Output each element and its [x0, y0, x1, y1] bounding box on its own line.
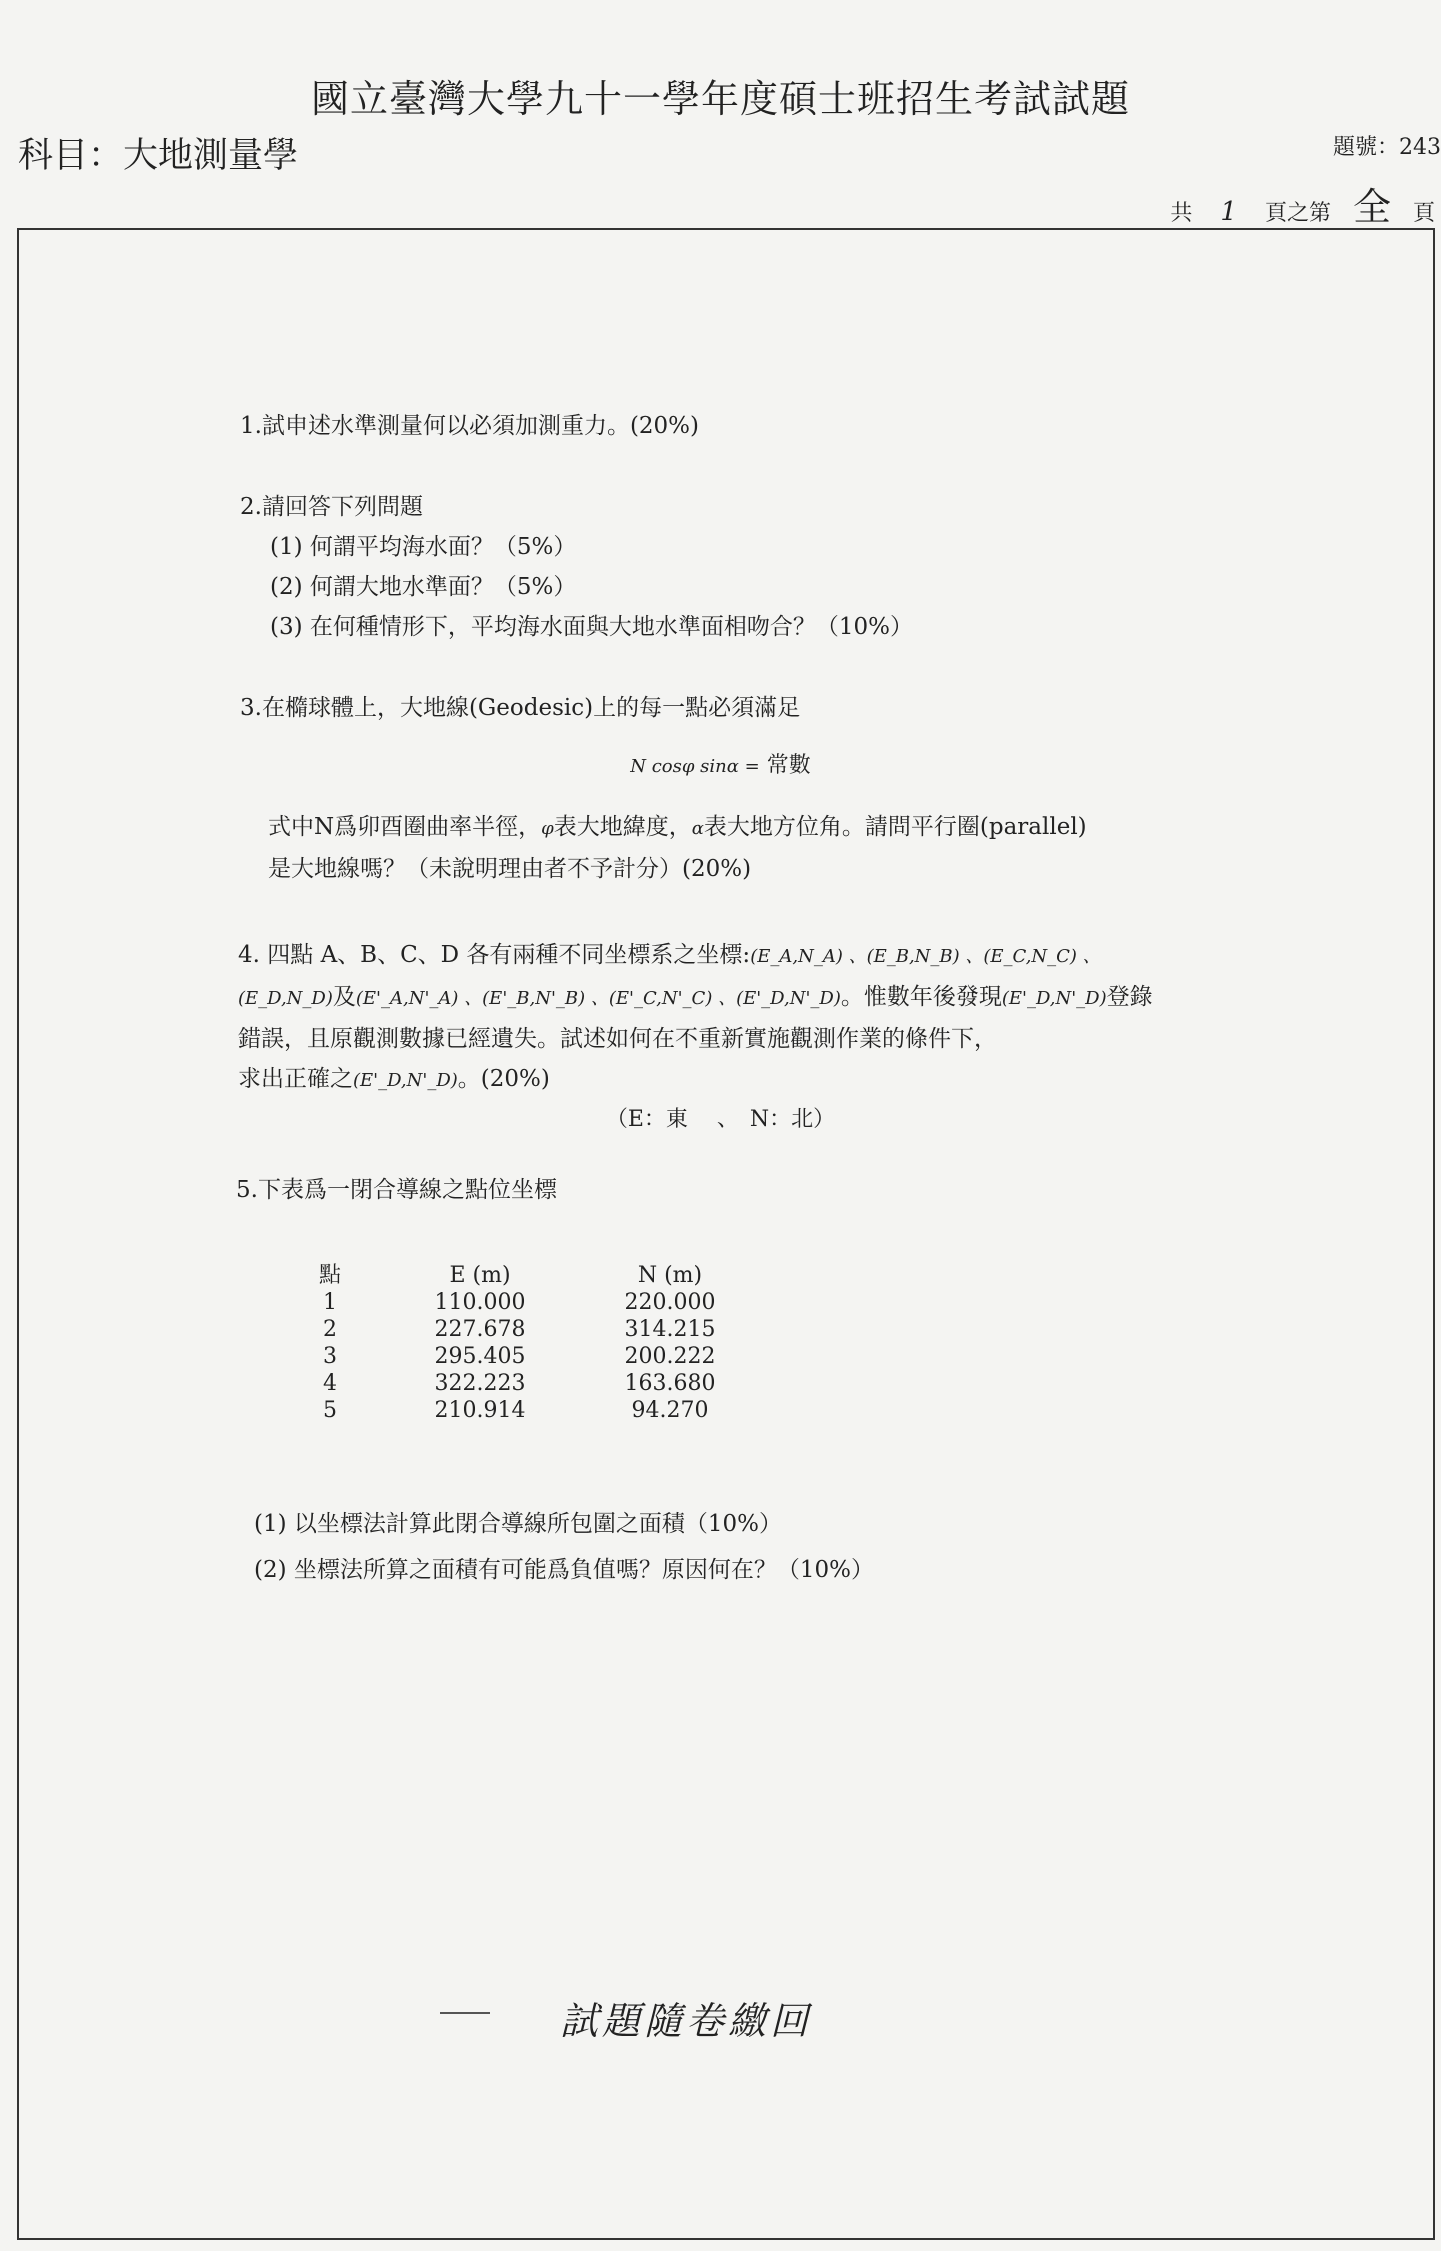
question-number: 題號：243 — [1333, 135, 1441, 160]
q4-coords-3: (E'_A,N'_A) 、(E'_B,N'_B) 、(E'_C,N'_C) 、(E'_D,N'_D) — [355, 988, 841, 1009]
question-2-item-2: (2) 何謂大地水準面？（5%） — [270, 574, 577, 600]
q3-text-b: 表大地緯度， — [553, 814, 692, 840]
table-header-e: E (m) — [449, 1263, 511, 1288]
q4-text-mid: 及 — [332, 984, 356, 1010]
page-mid: 頁之第 — [1264, 201, 1331, 226]
question-4-line-3: 錯誤，且原觀測數據已經遺失。試述如何在不重新實施觀測作業的條件下， — [238, 1026, 997, 1052]
page-prefix: 共 — [1170, 201, 1193, 226]
q3-text-a: 式中N爲卯酉圈曲率半徑， — [268, 814, 542, 840]
question-3-line-1 — [268, 807, 1087, 849]
question-5-stem-text: 5.下表爲一閉合導線之點位坐標 — [236, 1177, 557, 1203]
table-cell-n: 220.000 — [624, 1290, 716, 1315]
table-row — [280, 1289, 760, 1316]
table-cell-e: 295.405 — [434, 1344, 526, 1369]
question-4-line-4 — [238, 1059, 1153, 1101]
decorative-dash — [440, 2012, 490, 2014]
question-3-stem — [240, 688, 800, 728]
table-cell-e: 210.914 — [434, 1398, 526, 1423]
question-2-stem: 2.請回答下列問題 — [240, 494, 423, 520]
table-cell-e: 110.000 — [434, 1290, 526, 1315]
table-row — [280, 1343, 760, 1370]
geodesic-formula — [0, 748, 1441, 779]
q3-text-c: 表大地方位角。請問平行圈(parallel) — [703, 814, 1087, 840]
table-row — [280, 1397, 760, 1424]
table-row — [280, 1316, 760, 1343]
q4-coords-5: (E'_D,N'_D) — [353, 1070, 458, 1091]
table-cell-point: 3 — [323, 1344, 337, 1369]
question-4-line-2 — [238, 977, 1153, 1019]
q4-text-c: 登錄 — [1106, 984, 1153, 1010]
q4-coords-1: (E_A,N_A) 、(E_B,N_B) 、(E_C,N_C) 、 — [750, 946, 1101, 967]
q4-coords-4: (E'_D,N'_D) — [1001, 988, 1107, 1009]
table-cell-n: 163.680 — [624, 1371, 716, 1396]
table-cell-e: 322.223 — [434, 1371, 526, 1396]
q4-text-e: 。(20%) — [457, 1066, 550, 1092]
question-5-items — [254, 1504, 874, 1590]
phi-symbol: φ — [541, 818, 554, 839]
question-2-item-3: (3) 在何種情形下，平均海水面與大地水準面相吻合？（10%） — [270, 614, 914, 640]
table-cell-point: 2 — [323, 1317, 337, 1342]
page-info — [1170, 176, 1435, 231]
question-1-text: 1.試申述水準測量何以必須加測重力。(20%) — [240, 413, 700, 439]
table-cell-point: 5 — [323, 1398, 337, 1423]
table-header-row — [280, 1262, 760, 1289]
page-total: 1 — [1220, 197, 1237, 227]
table-cell-n: 200.222 — [624, 1344, 716, 1369]
page-suffix: 頁 — [1412, 201, 1435, 226]
question-4-note: （E：東 、 N：北） — [605, 1107, 836, 1132]
table-cell-point: 4 — [323, 1371, 337, 1396]
table-cell-n: 314.215 — [624, 1317, 716, 1342]
question-4-line-1 — [238, 935, 1153, 977]
question-5-stem — [236, 1170, 557, 1210]
q4-text-b: 。惟數年後發現 — [840, 984, 1002, 1010]
table-cell-e: 227.678 — [434, 1317, 526, 1342]
question-3-body — [268, 807, 1087, 889]
q4-text-d: 求出正確之 — [238, 1066, 353, 1092]
q4-text-a: 4. 四點 A、B、C、D 各有兩種不同坐標系之坐標: — [238, 942, 751, 968]
question-4 — [238, 935, 1153, 1101]
question-3-stem-text: 3.在橢球體上，大地線(Geodesic)上的每一點必須滿足 — [240, 695, 801, 721]
question-1 — [240, 406, 699, 446]
subject-label: 科目：大地測量學 — [18, 136, 299, 176]
q4-coords-2: (E_D,N_D) — [238, 988, 333, 1009]
coordinate-table — [280, 1262, 760, 1424]
question-5-item-2: (2) 坐標法所算之面積有可能爲負值嗎？原因何在？（10%） — [254, 1557, 875, 1583]
question-2 — [240, 487, 913, 647]
table-row — [280, 1370, 760, 1397]
formula-left: N cosφ sinα = — [630, 756, 760, 777]
table-header-point: 點 — [318, 1263, 341, 1288]
table-cell-point: 1 — [323, 1290, 337, 1315]
alpha-symbol: α — [691, 818, 704, 839]
exam-title: 國立臺灣大學九十一學年度碩士班招生考試試題 — [310, 77, 1130, 121]
table-cell-n: 94.270 — [631, 1398, 709, 1423]
question-2-item-1: (1) 何謂平均海水面？（5%） — [270, 534, 577, 560]
table-header-n: N (m) — [637, 1263, 703, 1288]
question-3-line-2: 是大地線嗎？（未說明理由者不予計分）(20%) — [268, 856, 752, 882]
page-current: 全 — [1352, 185, 1391, 229]
return-stamp: 試題隨卷繳回 — [560, 1999, 813, 2043]
formula-right: 常數 — [766, 753, 811, 778]
question-5-item-1: (1) 以坐標法計算此閉合導線所包圍之面積（10%） — [254, 1511, 783, 1537]
